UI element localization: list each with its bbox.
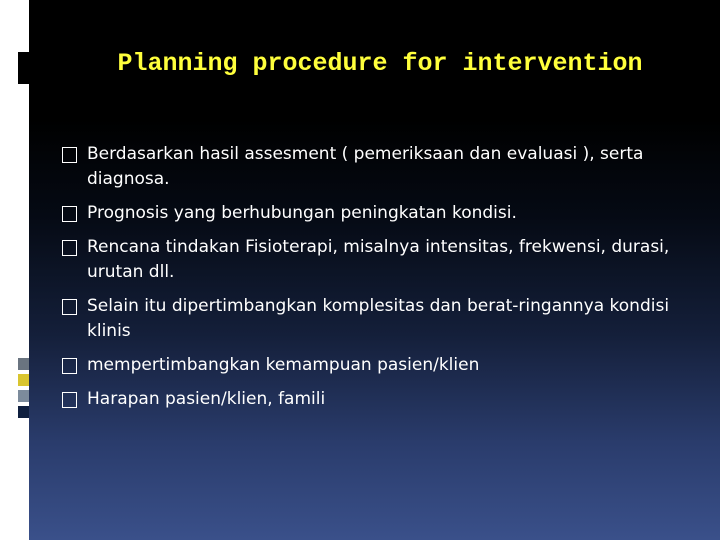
bullet-text: Rencana tindakan Fisioterapi, misalnya intensitas, frekwensi, durasi, urutan dll. [87, 237, 670, 282]
strip-block-slate [18, 390, 29, 402]
bullet-list [62, 142, 702, 421]
bullet-item [62, 201, 702, 226]
strip-block-black [18, 52, 29, 84]
bullet-text: Berdasarkan hasil assesment ( pemeriksaan dan evaluasi ), serta diagnosa. [87, 144, 644, 189]
bullet-item [62, 294, 702, 344]
missing-glyph-box-icon [62, 240, 77, 256]
bullet-item [62, 353, 702, 378]
missing-glyph-box-icon [62, 147, 77, 163]
left-decorative-strip [0, 0, 29, 540]
bullet-item [62, 387, 702, 412]
bullet-item [62, 142, 702, 192]
strip-block-navy [18, 406, 29, 418]
bullet-item [62, 235, 702, 285]
bullet-text: mempertimbangkan kemampuan pasien/klien [87, 355, 480, 375]
missing-glyph-box-icon [62, 206, 77, 222]
bullet-text: Selain itu dipertimbangkan komplesitas dan berat-ringannya kondisi klinis [87, 296, 670, 341]
slide-title: Planning procedure for intervention [117, 49, 643, 78]
strip-block-gray [18, 358, 29, 370]
bullet-text: Harapan pasien/klien, famili [87, 389, 326, 409]
bullet-text: Prognosis yang berhubungan peningkatan kondisi. [87, 203, 517, 223]
missing-glyph-box-icon [62, 358, 77, 374]
missing-glyph-box-icon [62, 392, 77, 408]
missing-glyph-box-icon [62, 299, 77, 315]
strip-block-yellow [18, 374, 29, 386]
